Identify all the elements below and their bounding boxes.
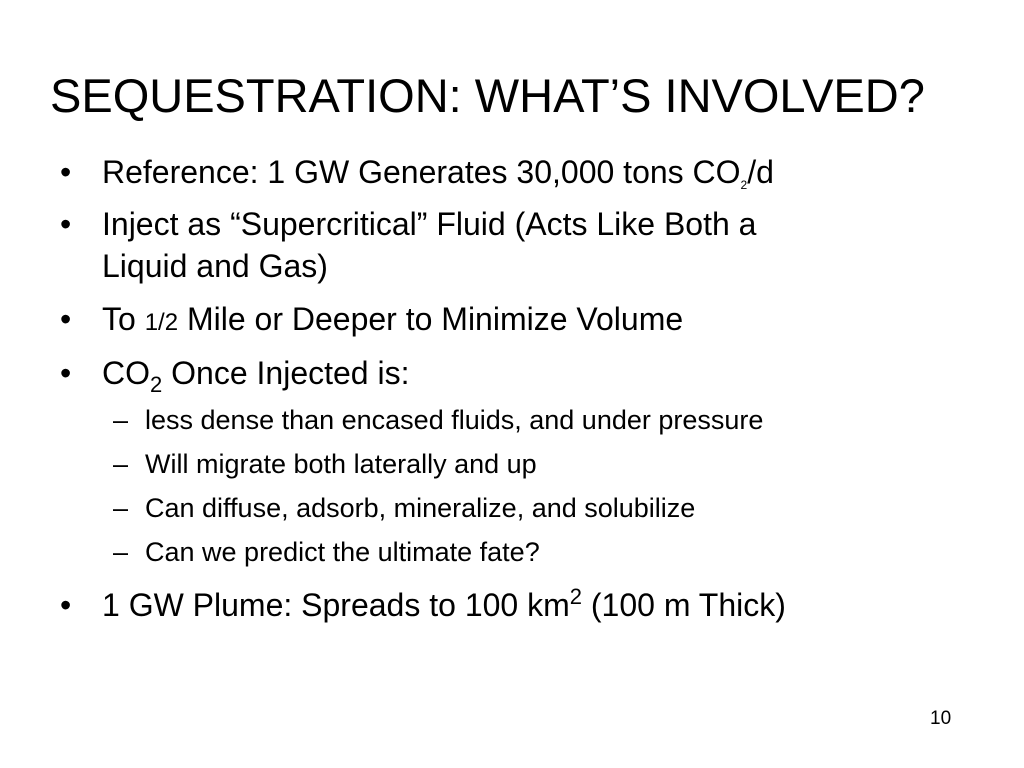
bullet-text-prefix: 1 GW Plume: Spreads to 100 km <box>102 587 570 623</box>
dash-marker: – <box>113 537 129 567</box>
sub-bullet-text: Will migrate both laterally and up <box>145 449 537 479</box>
bullet-text-suffix: Once Injected is: <box>162 355 410 391</box>
sub-bullet-text: less dense than encased fluids, and under pressure <box>145 405 764 435</box>
bullet-text-suffix: (100 m Thick) <box>582 587 786 623</box>
bullet-text-suffix: /d <box>747 154 774 190</box>
bullet-marker: • <box>60 355 72 391</box>
bullet-text-prefix: Reference: 1 GW Generates 30,000 tons CO <box>102 154 741 190</box>
bullet-text <box>102 584 786 630</box>
bullet-text-line1: Inject as “Supercritical” Fluid (Acts Like Both a <box>102 206 757 242</box>
bullet-text <box>102 352 409 398</box>
dash-marker: – <box>113 405 129 435</box>
bullet-text <box>102 151 774 200</box>
page-number: 10 <box>930 708 952 729</box>
sub-bullet-text: Can diffuse, adsorb, mineralize, and solubilize <box>145 493 696 523</box>
superscript: 2 <box>569 584 582 609</box>
bullet-text-prefix: CO <box>102 355 150 391</box>
slide-title: SEQUESTRATION: WHAT’S INVOLVED? <box>50 69 925 122</box>
bullet-text-prefix: To <box>102 301 145 337</box>
dash-marker: – <box>113 449 129 479</box>
bullet-marker: • <box>60 587 72 623</box>
bullet-marker: • <box>60 154 72 190</box>
subscript: 2 <box>150 372 163 397</box>
sub-bullet-text: Can we predict the ultimate fate? <box>145 537 540 567</box>
bullet-text <box>102 298 683 344</box>
bullet-text-line2: Liquid and Gas) <box>102 248 328 284</box>
dash-marker: – <box>113 493 129 523</box>
bullet-marker: • <box>60 206 72 242</box>
bullet-text-suffix: Mile or Deeper to Minimize Volume <box>178 301 684 337</box>
subscript: 2 <box>740 178 748 192</box>
fraction: 1/2 <box>144 309 179 336</box>
bullet-marker: • <box>60 301 72 337</box>
